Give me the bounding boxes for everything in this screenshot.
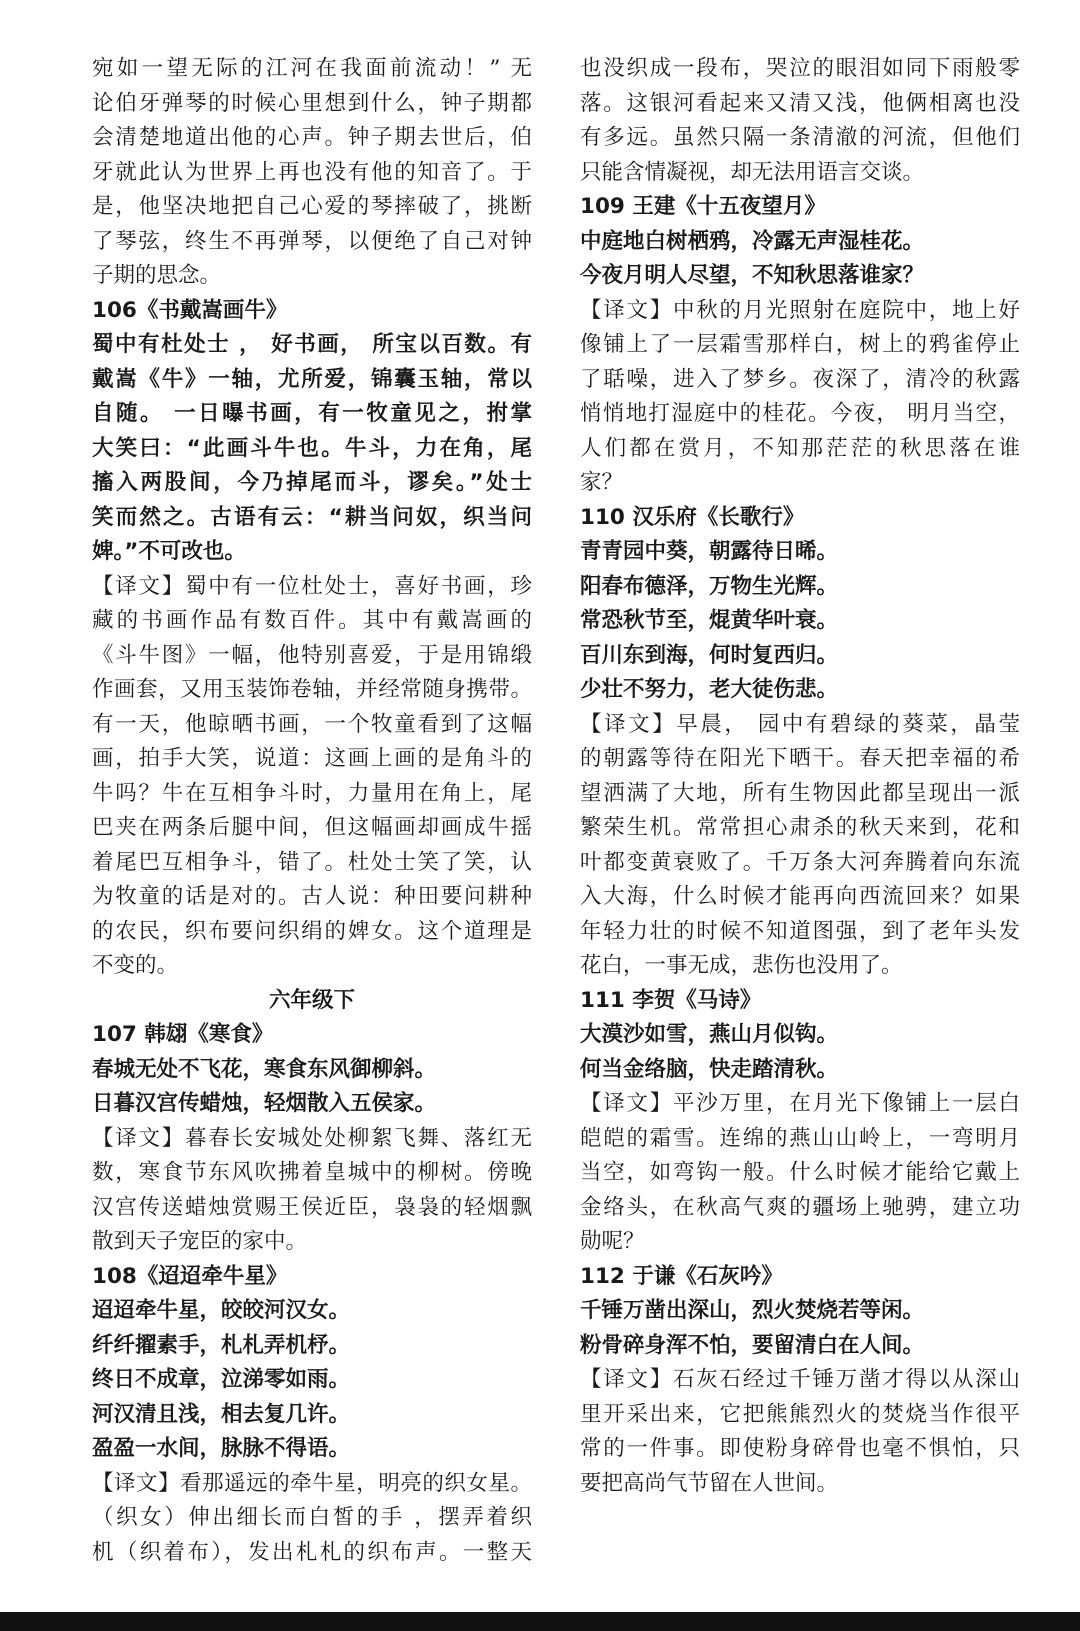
poem-line: 千锤万凿出深山，烈火焚烧若等闲。 bbox=[580, 1298, 925, 1323]
poem-line: 少壮不努力，老大徒伤悲。 bbox=[580, 677, 839, 702]
text-line: 【译文】蜀中有一位杜处士，喜好书画，珍 bbox=[92, 573, 532, 599]
poem-line: 日暮汉宫传蜡烛，轻烟散入五侯家。 bbox=[92, 1091, 437, 1116]
text-line: 了聒噪，进入了梦乡。夜深了，清冷的秋露 bbox=[580, 366, 1020, 392]
text-line: 《斗牛图》一幅，他特别喜爱，于是用锦缎 bbox=[92, 642, 532, 668]
poem-line: 春城无处不飞花，寒食东风御柳斜。 bbox=[92, 1056, 437, 1082]
text-line: 【译文】中秋的月光照射在庭院中，地上好 bbox=[580, 297, 1020, 323]
text-line: 巴夹在两条后腿中间，但这幅画却画成牛摇 bbox=[92, 815, 532, 840]
poem-line: 大漠沙如雪，燕山月似钩。 bbox=[580, 1022, 839, 1047]
text-line: 的朝露等待在阳光下晒干。春天把幸福的希 bbox=[580, 746, 1020, 771]
text-line: 画，拍手大笑，说道：这画上画的是角斗的 bbox=[92, 746, 532, 771]
text-line: 勋呢？ bbox=[580, 1229, 645, 1254]
text-line: 金络头，在秋高气爽的疆场上驰骋，建立功 bbox=[580, 1194, 1020, 1220]
text-line: 作画套，又用玉装饰卷轴，并经常随身携带。 bbox=[92, 677, 532, 702]
poem-line: 蜀中有杜处士 ， 好书画， 所宝以百数。有 bbox=[92, 332, 532, 357]
poem-line: 今夜月明人尽望，不知秋思落谁家？ bbox=[580, 263, 925, 288]
poem-line: 婢。”不可改也。 bbox=[92, 539, 246, 564]
poem-line: 粉骨碎身浑不怕，要留清白在人间。 bbox=[580, 1332, 925, 1358]
poem-line: 笑而然之。古语有云：“耕当问奴，织当问 bbox=[92, 504, 532, 530]
text-line: 论伯牙弹琴的时候心里想到什么，钟子期都 bbox=[92, 90, 532, 116]
poem-line: 百川东到海，何时复西归。 bbox=[580, 642, 839, 668]
section-title: 111 李贺《马诗》 bbox=[580, 987, 762, 1013]
text-line: 当空，如弯钩一般。什么时候才能给它戴上 bbox=[580, 1160, 1020, 1185]
text-line: 机（织着布），发出札札的织布声。一整天 bbox=[92, 1539, 532, 1565]
poem-line: 河汉清且浅，相去复几许。 bbox=[92, 1401, 351, 1427]
text-line: 【译文】早晨， 园中有碧绿的葵菜，晶莹 bbox=[580, 711, 1020, 737]
poem-line: 自随。 一日曝书画，有一牧童见之，拊掌 bbox=[92, 401, 532, 426]
text-line: 只能含情凝视，却无法用语言交谈。 bbox=[580, 159, 925, 185]
text-line: 不变的。 bbox=[92, 953, 179, 978]
text-line: 常的一件事。即使粉身碎骨也毫不惧怕，只 bbox=[580, 1436, 1020, 1461]
poem-line: 终日不成章，泣涕零如雨。 bbox=[92, 1367, 351, 1392]
text-line: 家？ bbox=[580, 470, 624, 495]
poem-line: 常恐秋节至，焜黄华叶衰。 bbox=[580, 608, 839, 633]
text-line: 人们都在赏月，不知那茫茫的秋思落在谁 bbox=[580, 435, 1020, 461]
text-line: 为牧童的话是对的。古人说：种田要问耕种 bbox=[92, 884, 532, 909]
poem-line: 搐入两股间，今乃掉尾而斗，谬矣。”处士 bbox=[92, 470, 532, 495]
text-line: 【译文】暮春长安城处处柳絮飞舞、落红无 bbox=[92, 1125, 532, 1151]
poem-line: 阳春布德泽，万物生光辉。 bbox=[580, 573, 839, 599]
section-title: 110 汉乐府《长歌行》 bbox=[580, 504, 805, 530]
text-line: 望洒满了大地，所有生物因此都呈现出一派 bbox=[580, 780, 1020, 806]
text-line: 牙就此认为世界上再也没有他的知音了。于 bbox=[92, 159, 532, 185]
poem-line: 戴嵩《牛》一轴，尤所爱，锦囊玉轴，常以 bbox=[92, 366, 532, 392]
section-title: 108《迢迢牵牛星》 bbox=[92, 1263, 288, 1289]
text-line: 有多远。虽然只隔一条清澈的河流，但他们 bbox=[580, 125, 1020, 150]
text-line: 数，寒食节东风吹拂着皇城中的柳树。傍晚 bbox=[92, 1160, 532, 1185]
section-title: 107 韩翃《寒食》 bbox=[92, 1022, 274, 1047]
text-line: 叶都变黄衰败了。千万条大河奔腾着向东流 bbox=[580, 849, 1020, 875]
text-line: 入大海，什么时候才能再向西流回来？如果 bbox=[580, 884, 1020, 909]
text-line: 宛如一望无际的江河在我面前流动！” 无 bbox=[92, 56, 532, 81]
text-line: 要把高尚气节留在人世间。 bbox=[580, 1470, 839, 1496]
text-line: 落。这银河看起来又清又浅，他俩相离也没 bbox=[580, 90, 1020, 116]
poem-line: 迢迢牵牛星，皎皎河汉女。 bbox=[92, 1298, 351, 1323]
section-title: 112 于谦《石灰吟》 bbox=[580, 1263, 783, 1289]
text-line: （织女）伸出细长而白皙的手 ，摆弄着织 bbox=[92, 1505, 532, 1530]
left-column bbox=[92, 52, 532, 1570]
text-line: 像铺上了一层霜雪那样白，树上的鸦雀停止 bbox=[580, 332, 1020, 357]
text-line: 【译文】看那遥远的牵牛星，明亮的织女星。 bbox=[92, 1470, 532, 1496]
text-line: 了琴弦，终生不再弹琴，以便绝了自己对钟 bbox=[92, 228, 532, 254]
poem-line: 何当金络脑，快走踏清秋。 bbox=[580, 1056, 839, 1082]
text-line: 【译文】石灰石经过千锤万凿才得以从深山 bbox=[580, 1367, 1020, 1392]
section-title: 106《书戴嵩画牛》 bbox=[92, 297, 288, 323]
text-line: 藏的书画作品有数百件。其中有戴嵩画的 bbox=[92, 608, 532, 633]
poem-line: 盈盈一水间，脉脉不得语。 bbox=[92, 1436, 351, 1461]
text-line: 【译文】平沙万里，在月光下像铺上一层白 bbox=[580, 1091, 1020, 1116]
text-line: 花白，一事无成，悲伤也没用了。 bbox=[580, 953, 903, 978]
text-line: 着尾巴互相争斗，错了。杜处士笑了笑，认 bbox=[92, 849, 532, 875]
text-line: 繁荣生机。常常担心肃杀的秋天来到，花和 bbox=[580, 815, 1020, 840]
text-line: 里开采出来，它把熊熊烈火的焚烧当作很平 bbox=[580, 1401, 1020, 1427]
text-line: 年轻力壮的时候不知道图强，到了老年头发 bbox=[580, 918, 1020, 944]
poem-line: 纤纤擢素手，札札弄机杼。 bbox=[92, 1332, 351, 1358]
section-title: 109 王建《十五夜望月》 bbox=[580, 194, 826, 219]
text-line: 有一天，他晾晒书画，一个牧童看到了这幅 bbox=[92, 711, 532, 737]
text-line: 汉宫传送蜡烛赏赐王侯近臣，袅袅的轻烟飘 bbox=[92, 1194, 532, 1220]
text-line: 也没织成一段布，哭泣的眼泪如同下雨般零 bbox=[580, 56, 1020, 81]
grade-heading: 六年级下 bbox=[268, 987, 355, 1013]
right-column bbox=[580, 52, 1020, 1501]
text-line: 悄悄地打湿庭中的桂花。今夜， 明月当空， bbox=[580, 401, 1020, 426]
poem-line: 大笑曰：“此画斗牛也。牛斗，力在角，尾 bbox=[92, 435, 532, 461]
poem-line: 青青园中葵，朝露待日晞。 bbox=[580, 539, 839, 564]
text-line: 皑皑的霜雪。连绵的燕山山岭上，一弯明月 bbox=[580, 1125, 1020, 1151]
poem-line: 中庭地白树栖鸦，冷露无声湿桂花。 bbox=[580, 228, 925, 254]
text-line: 是，他坚决地把自己心爱的琴摔破了，挑断 bbox=[92, 194, 532, 219]
text-line: 牛吗？牛在互相争斗时，力量用在角上，尾 bbox=[92, 780, 532, 806]
bottom-edge-bar bbox=[0, 1612, 1080, 1631]
text-line: 散到天子宠臣的家中。 bbox=[92, 1229, 308, 1254]
text-line: 会清楚地道出他的心声。钟子期去世后，伯 bbox=[92, 125, 532, 150]
text-line: 子期的思念。 bbox=[92, 263, 222, 288]
text-line: 的农民，织布要问织绢的婢女。这个道理是 bbox=[92, 918, 532, 944]
